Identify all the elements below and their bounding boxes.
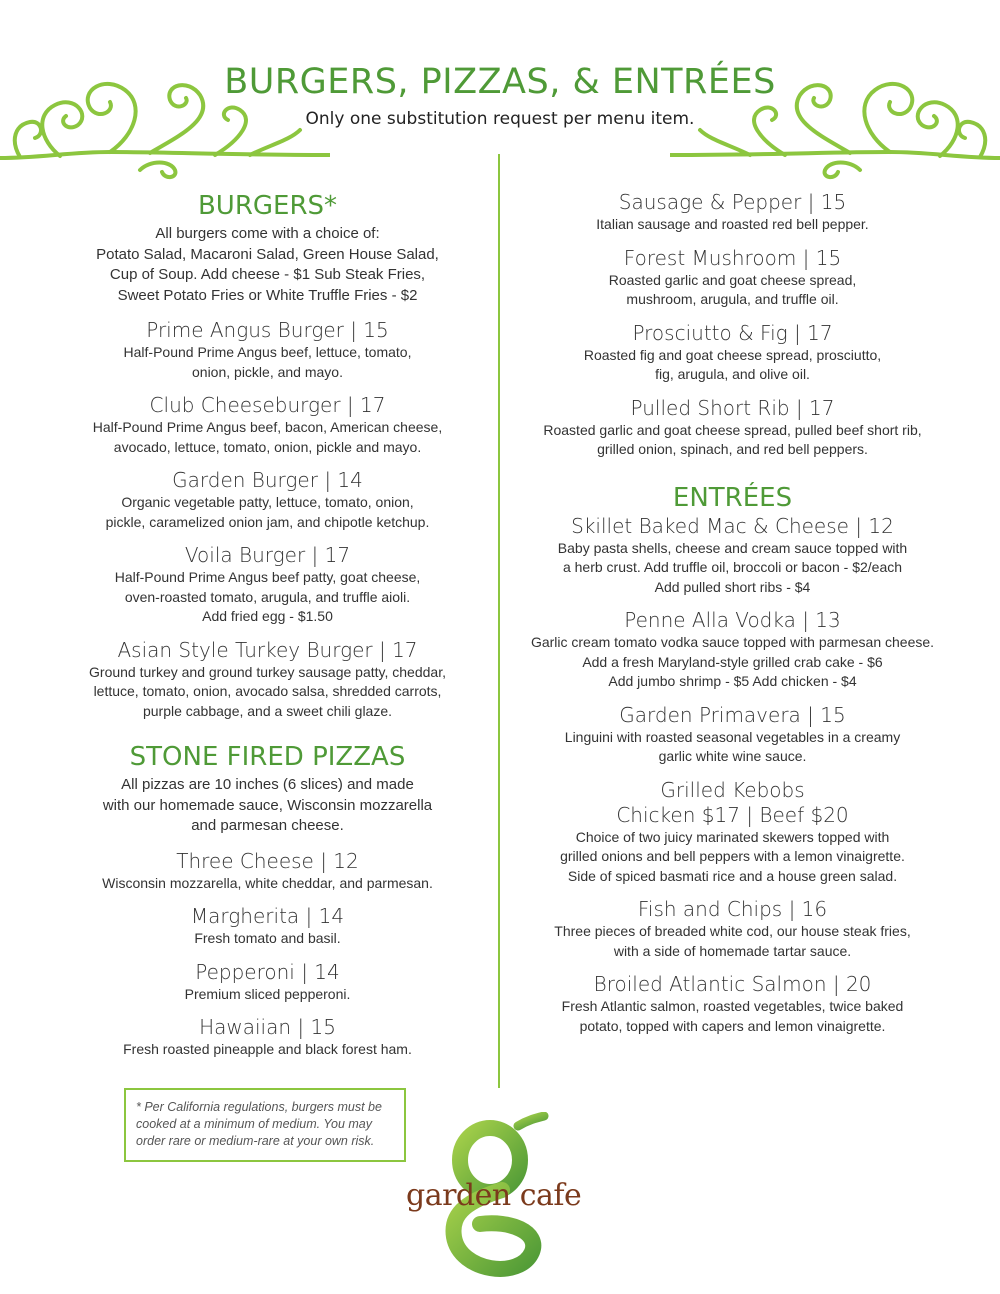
burgers-heading: BURGERS* [197,191,338,221]
logo-wordmark: garden cafe [406,1178,582,1213]
item-name: Three Cheese | 12 [176,848,359,873]
pizzas-heading: STONE FIRED PIZZAS [129,742,406,772]
item-desc: Three pieces of breaded white cod, our house steak fries, with a side of homemade tartar sauce. [554,923,911,959]
menu-item [515,897,950,961]
item-name: Penne Alla Vodka | 13 [624,608,841,632]
menu-item [515,778,950,887]
item-desc: Roasted garlic and goat cheese spread, mushroom, arugula, and truffle oil. [608,271,857,307]
item-name: Fish and Chips | 16 [637,897,828,921]
menu-item [55,1015,480,1060]
item-name: Sausage & Pepper | 15 [618,190,847,214]
item-desc: Choice of two juicy marinated skewers topped with grilled onions and bell peppers with a lemon vinaigrette. Side of spiced basmati rice and a house green salad. [560,828,905,884]
item-name: Prime Angus Burger | 15 [146,318,389,342]
item-desc: Linguini with roasted seasonal vegetables in a creamy garlic white wine sauce. [564,728,901,764]
item-desc: Italian sausage and roasted red bell pepper. [596,216,869,232]
intro-line: All burgers come with a choice of: [155,225,380,242]
menu-item [515,396,950,460]
item-name: Skillet Baked Mac & Cheese | 12 [571,513,894,538]
item-name: Prosciutto & Fig | 17 [632,320,833,345]
menu-item [515,703,950,767]
page-subtitle: Only one substitution request per menu item. [305,109,695,129]
note-line: cooked at a minimum of medium. You may [136,1117,372,1131]
item-name: Pulled Short Rib | 17 [630,395,835,420]
menu-item [55,543,480,627]
item-desc: Garlic cream tomato vodka sauce topped with parmesan cheese. Add a fresh Maryland-style grilled crab cake - $6 Add jumbo shrimp - $5 Add chicken - $4 [530,634,935,689]
item-name: Club Cheeseburger | 17 [149,393,386,417]
item-desc: Organic vegetable patty, lettuce, tomato, onion, pickle, caramelized onion jam, and chipotle ketchup. [105,494,430,530]
item-name: Broiled Atlantic Salmon | 20 [593,972,872,996]
pizzas-intro [55,775,480,837]
left-column [55,190,480,1060]
note-line: order rare or medium-rare at your own risk. [136,1134,375,1148]
item-name: Asian Style Turkey Burger | 17 [117,637,418,662]
item-name: Garden Primavera | 15 [619,702,846,727]
intro-line: with our homemade sauce, Wisconsin mozzarella [102,796,433,814]
entrees-heading: ENTRÉES [672,482,793,513]
item-desc: Baby pasta shells, cheese and cream sauce topped with a herb crust. Add truffle oil, broccoli or bacon - $2/each Add pulled short ribs - $4 [557,539,908,595]
menu-item [515,608,950,692]
column-divider [498,154,500,1088]
item-name-prices: Chicken $17 | Beef $20 [616,802,849,827]
item-name: Forest Mushroom | 15 [623,245,842,270]
intro-line: Cup of Soup. Add cheese - $1 Sub Steak Fries, [109,266,426,283]
item-desc: Half-Pound Prime Angus beef patty, goat cheese, oven-roasted tomato, arugula, and truffle aioli. Add fried egg - $1.50 [114,569,421,624]
menu-item [55,638,480,722]
page-title: BURGERS, PIZZAS, & ENTRÉES [224,62,776,102]
menu-item [55,468,480,532]
menu-item [515,972,950,1036]
menu-item [515,321,950,385]
item-desc: Half-Pound Prime Angus beef, bacon, American cheese, avocado, lettuce, tomato, onion, pickle and mayo. [92,419,443,455]
menu-item [55,393,480,457]
intro-line: Potato Salad, Macaroni Salad, Green House Salad, [96,245,439,263]
item-desc: Half-Pound Prime Angus beef, lettuce, tomato, onion, pickle, and mayo. [123,344,412,380]
burger-doneness-note [124,1088,406,1162]
menu-item [515,514,950,598]
item-desc: Premium sliced pepperoni. [184,985,351,1002]
item-name: Hawaiian | 15 [199,1015,336,1039]
menu-item [55,849,480,894]
menu-item [55,904,480,949]
intro-line: All pizzas are 10 inches (6 slices) and made [121,776,414,793]
item-name: Margherita | 14 [190,904,345,928]
intro-line: Sweet Potato Fries or White Truffle Fries - $2 [117,286,418,304]
item-desc: Fresh Atlantic salmon, roasted vegetables, twice baked potato, topped with capers and lemon vinaigrette. [561,998,904,1034]
item-name: Grilled Kebobs [660,777,805,802]
right-column [515,190,950,1036]
item-desc: Roasted fig and goat cheese spread, prosciutto, fig, arugula, and olive oil. [583,346,882,382]
item-desc: Roasted garlic and goat cheese spread, pulled beef short rib, grilled onion, spinach, and red bell peppers. [543,421,922,457]
menu-item [515,190,950,235]
item-desc: Fresh roasted pineapple and black forest ham. [123,1041,412,1057]
burgers-intro [55,224,480,306]
item-name: Pepperoni | 14 [195,959,340,984]
intro-line: and parmesan cheese. [191,817,344,834]
item-name: Garden Burger | 14 [172,468,363,492]
menu-item [55,318,480,382]
item-name: Voila Burger | 17 [184,543,351,567]
item-desc: Fresh tomato and basil. [194,930,341,946]
item-desc: Wisconsin mozzarella, white cheddar, and parmesan. [102,874,433,891]
note-line: * Per California regulations, burgers must be [136,1100,382,1114]
item-desc: Ground turkey and ground turkey sausage patty, cheddar, lettuce, tomato, onion, avocado salsa, shredded carrots, purple cabbage, and a sweet chili glaze. [89,663,446,719]
menu-item [515,246,950,310]
menu-item [55,960,480,1005]
